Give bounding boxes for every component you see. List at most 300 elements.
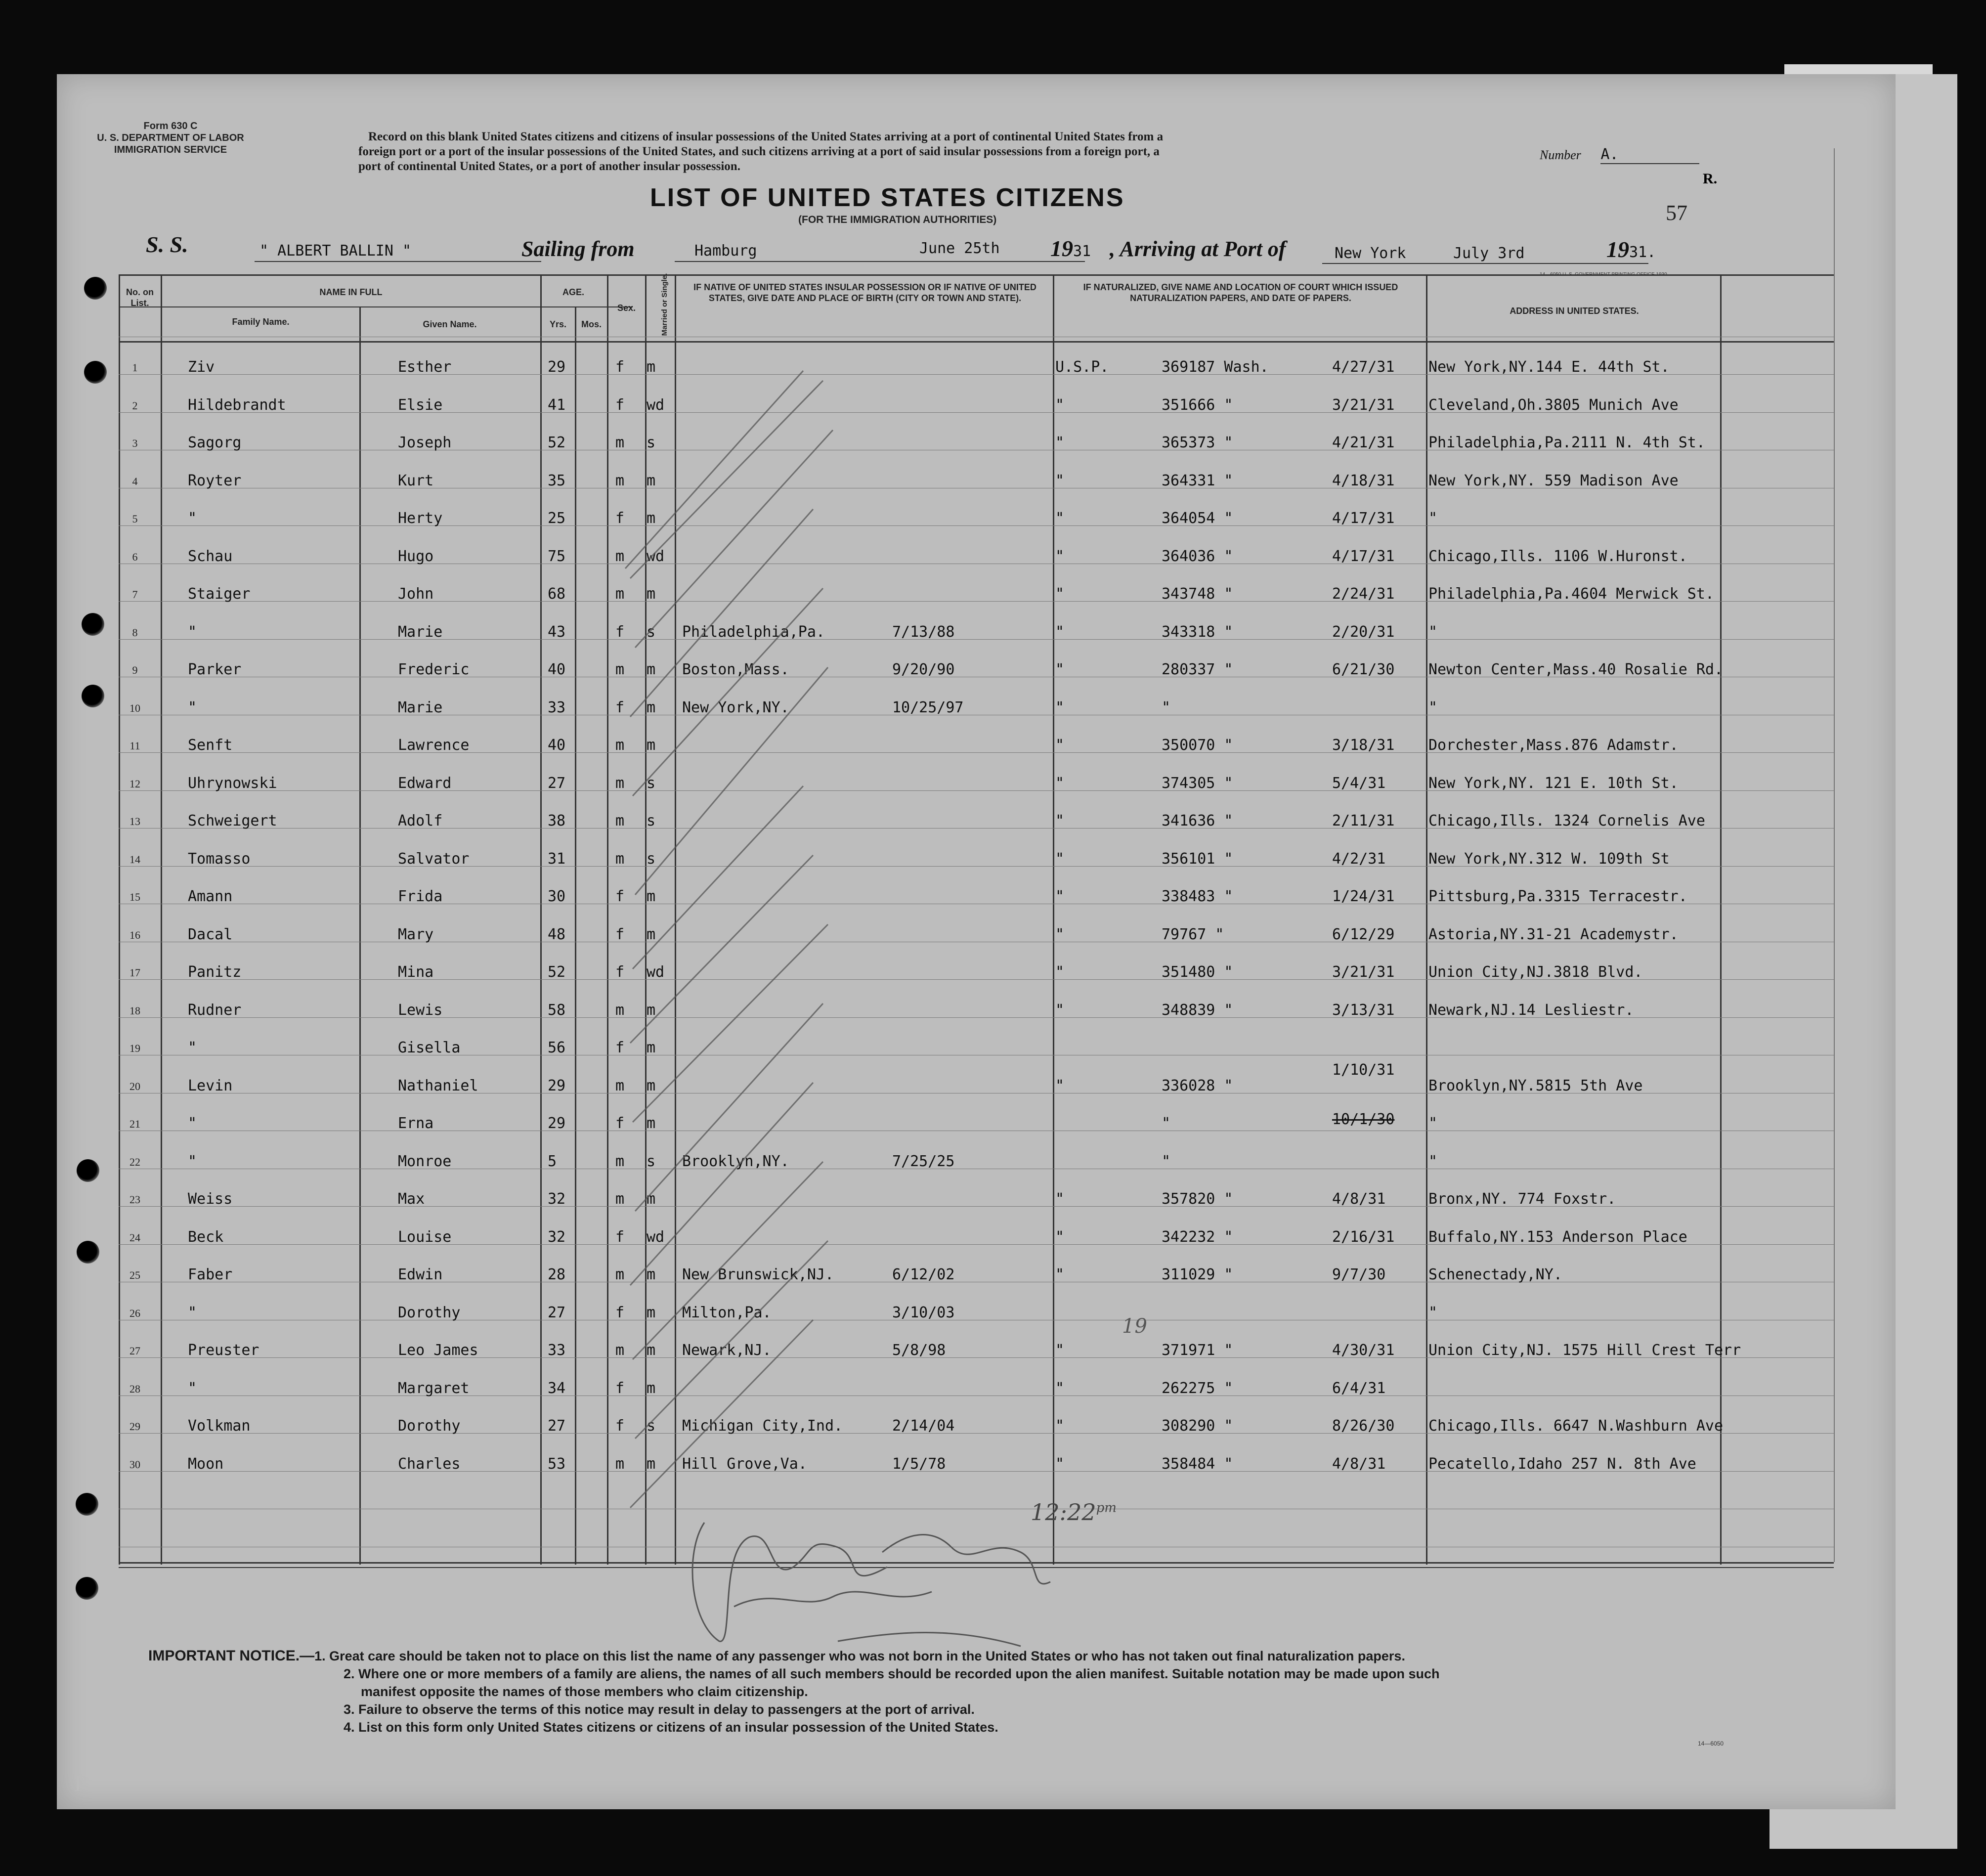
port-to-underline (1322, 263, 1648, 264)
cell-ms: s (647, 1152, 656, 1170)
signature-time-value: 12:22 (1031, 1499, 1096, 1526)
cell-ms: m (647, 698, 656, 716)
notice-item: 2. Where one or more members of a family are aliens, the names of all such members should be recorded upon the alien manifest. Suitable notation may be made upon such (344, 1666, 1440, 1681)
col-header-family: Family Name. (232, 317, 290, 327)
cell-birth-place: New York,NY. (682, 698, 789, 716)
cell-sex: m (615, 1190, 625, 1208)
cell-sex: m (615, 1077, 625, 1094)
cell-sex: m (615, 812, 625, 829)
cell-court: " (1055, 774, 1065, 792)
cell-family: Panitz (188, 963, 242, 981)
cell-no: 14 (130, 853, 140, 866)
cell-sex: f (615, 1379, 625, 1397)
cell-ms: m (647, 1077, 656, 1094)
cell-ms: m (647, 925, 656, 943)
punch-hole (82, 613, 104, 636)
header-bottom-border (119, 341, 1834, 343)
cell-family: Royter (188, 472, 242, 489)
cell-no: 23 (130, 1193, 140, 1206)
cell-sex: m (615, 1001, 625, 1019)
cell-ms: m (647, 737, 656, 754)
list-title: LIST OF UNITED STATES CITIZENS (650, 183, 1125, 212)
cell-paper: 351480 " (1162, 963, 1233, 981)
cell-family: " (188, 1152, 197, 1170)
right-margin-line (1834, 148, 1835, 1562)
cell-no: 16 (130, 928, 140, 941)
arriving-label: , Arriving at Port of (1110, 237, 1286, 261)
cell-sex: f (615, 358, 625, 376)
cell-ms: m (647, 585, 656, 603)
cell-birth-place: Hill Grove,Va. (682, 1455, 807, 1473)
cell-given: Mary (398, 925, 434, 943)
cell-paper-date: 4/30/31 (1332, 1342, 1395, 1359)
cell-given: Nathaniel (398, 1077, 478, 1094)
row-rule (119, 639, 1834, 640)
cell-paper-date: 4/27/31 (1332, 358, 1395, 376)
cell-ms: wd (647, 963, 665, 981)
cell-family: Schweigert (188, 812, 277, 829)
cell-family: " (188, 510, 197, 527)
important-notice (148, 1647, 1779, 1736)
cell-given: Elsie (398, 396, 443, 414)
cell-address: Union City,NJ.3818 Blvd. (1428, 963, 1643, 981)
cell-ms: m (647, 472, 656, 489)
cell-ms: m (647, 1455, 656, 1473)
cell-age: 41 (548, 396, 566, 414)
cell-court: " (1055, 1190, 1065, 1208)
cell-court: " (1055, 396, 1065, 414)
cell-court: " (1055, 1077, 1065, 1094)
cell-birth-place: Milton,Pa. (682, 1304, 772, 1321)
col-line (1720, 274, 1722, 1565)
cell-ms: wd (647, 396, 665, 414)
cell-sex: m (615, 661, 625, 678)
cell-birth-place: New Brunswick,NJ. (682, 1266, 834, 1283)
year-2-suffix: 31. (1629, 244, 1656, 261)
cell-age: 40 (548, 737, 566, 754)
row-rule (119, 525, 1834, 526)
cell-paper: 343318 " (1162, 623, 1233, 641)
cell-age: 34 (548, 1379, 566, 1397)
cell-paper-date: 1/24/31 (1332, 888, 1395, 905)
cell-paper: 343748 " (1162, 585, 1233, 603)
cell-birth-date: 1/5/78 (892, 1455, 946, 1473)
cell-paper: 338483 " (1162, 888, 1233, 905)
cell-address: " (1428, 1152, 1438, 1170)
cell-family: " (188, 623, 197, 641)
cell-given: Marie (398, 623, 443, 641)
cell-age: 48 (548, 925, 566, 943)
cell-ms: m (647, 1039, 656, 1056)
cell-family: Levin (188, 1077, 233, 1094)
cell-family: Hildebrandt (188, 396, 286, 414)
cell-no: 26 (130, 1307, 140, 1319)
cell-given: Gisella (398, 1039, 461, 1056)
cell-paper-date: 4/2/31 (1332, 850, 1386, 868)
cell-birth-date: 2/14/04 (892, 1417, 955, 1435)
cell-age: 52 (548, 434, 566, 451)
cell-sex: m (615, 1342, 625, 1359)
cell-address: Bronx,NY. 774 Foxstr. (1428, 1190, 1616, 1208)
cell-address: Schenectady,NY. (1428, 1266, 1562, 1283)
cell-paper-date: 9/7/30 (1332, 1266, 1386, 1283)
manifest-page (57, 74, 1896, 1809)
ship-name: " ALBERT BALLIN " (259, 242, 412, 260)
cell-given: Lawrence (398, 737, 470, 754)
cell-age: 52 (548, 963, 566, 981)
cell-ms: s (647, 623, 656, 641)
cell-court: " (1055, 812, 1065, 829)
punch-hole (77, 1241, 99, 1264)
notice-line-1 (148, 1647, 1779, 1665)
cell-age: 29 (548, 1077, 566, 1094)
cell-sex: m (615, 1266, 625, 1283)
cell-given: Edwin (398, 1266, 443, 1283)
cell-birth-date: 7/13/88 (892, 623, 955, 641)
cell-address: " (1428, 1304, 1438, 1321)
cell-paper-date: 4/21/31 (1332, 434, 1395, 451)
cell-birth-date: 5/8/98 (892, 1342, 946, 1359)
cell-address: Philadelphia,Pa.2111 N. 4th St. (1428, 434, 1705, 451)
number-value: A. (1600, 146, 1699, 164)
cell-family: " (188, 1039, 197, 1056)
cell-family: " (188, 1304, 197, 1321)
cell-address: New York,NY. 559 Madison Ave (1428, 472, 1679, 489)
notice-lead: IMPORTANT NOTICE.— (148, 1648, 315, 1664)
cell-paper-date: 6/12/29 (1332, 925, 1395, 943)
cell-sex: f (615, 963, 625, 981)
cell-given: Lewis (398, 1001, 443, 1019)
cell-paper: 374305 " (1162, 774, 1233, 792)
col-line (540, 274, 542, 1565)
cell-sex: f (615, 1417, 625, 1435)
cell-no: 18 (130, 1004, 140, 1017)
cell-no: 11 (130, 740, 140, 752)
cell-ms: m (647, 1001, 656, 1019)
cell-paper-date: 2/11/31 (1332, 812, 1395, 829)
cell-age: 27 (548, 1304, 566, 1321)
cell-court: " (1055, 1266, 1065, 1283)
number-label: Number (1540, 148, 1581, 162)
cell-ms: m (647, 1379, 656, 1397)
cell-ms: wd (647, 1228, 665, 1246)
struck-date: 10/1/30 (1332, 1111, 1395, 1128)
cell-paper-date: 4/8/31 (1332, 1455, 1386, 1473)
cell-sex: f (615, 510, 625, 527)
cell-paper-date: 6/21/30 (1332, 661, 1395, 678)
cell-age: 27 (548, 774, 566, 792)
cell-sex: m (615, 1152, 625, 1170)
cell-age: 35 (548, 472, 566, 489)
col-header-native: IF NATIVE OF UNITED STATES INSULAR POSSESSION OR IF NATIVE OF UNITED STATES, GIVE DATE AND PLACE OF BIRTH (CITY OR TOWN AND STATE). (693, 282, 1036, 303)
cell-given: Adolf (398, 812, 443, 829)
cell-family: Staiger (188, 585, 251, 603)
cell-sex: m (615, 585, 625, 603)
intro-line: port of continental United States, or a port of another insular possession. (358, 160, 740, 173)
cell-ms: m (647, 661, 656, 678)
cell-paper-date: 8/26/30 (1332, 1417, 1395, 1435)
cell-sex: m (615, 737, 625, 754)
cell-ms: m (647, 1304, 656, 1321)
cell-no: 13 (130, 815, 140, 828)
signature-time (1031, 1499, 1117, 1526)
cell-paper-date: 3/21/31 (1332, 963, 1395, 981)
notice-item: 4. List on this form only United States citizens or citizens of an insular possession of the United States. (344, 1720, 998, 1735)
cell-sex: m (615, 1455, 625, 1473)
cell-family: " (188, 1379, 197, 1397)
sailing-from-label: Sailing from (521, 237, 635, 261)
cell-no: 24 (130, 1231, 140, 1244)
cell-family: Volkman (188, 1417, 251, 1435)
cell-family: " (188, 698, 197, 716)
cell-no: 21 (130, 1118, 140, 1130)
cell-paper: 308290 " (1162, 1417, 1233, 1435)
col-header-sex: Sex. (617, 303, 636, 313)
cell-given: Edward (398, 774, 452, 792)
cell-address: New York,NY.312 W. 109th St (1428, 850, 1670, 868)
cell-ms: m (647, 1342, 656, 1359)
annotation-19: 19 (1122, 1315, 1147, 1338)
cell-address: Cleveland,Oh.3805 Munich Ave (1428, 396, 1679, 414)
cell-paper: 364054 " (1162, 510, 1233, 527)
cell-given: John (398, 585, 434, 603)
cell-family: Dacal (188, 925, 233, 943)
cell-birth-place: Newark,NJ. (682, 1342, 772, 1359)
cell-given: Charles (398, 1455, 461, 1473)
col-line (161, 274, 162, 1565)
cell-court: " (1055, 1001, 1065, 1019)
cell-court: " (1055, 661, 1065, 678)
cell-sex: m (615, 774, 625, 792)
table-top-border (119, 274, 1834, 276)
cell-paper-date: 4/18/31 (1332, 472, 1395, 489)
cell-family: Moon (188, 1455, 224, 1473)
punch-hole (76, 1493, 98, 1516)
cell-birth-date: 3/10/03 (892, 1304, 955, 1321)
cell-paper-date: 2/16/31 (1332, 1228, 1395, 1246)
cell-age: 28 (548, 1266, 566, 1283)
cell-age: 43 (548, 623, 566, 641)
cell-given: Leo James (398, 1342, 478, 1359)
cell-age: 5 (548, 1152, 557, 1170)
cell-address: New York,NY. 121 E. 10th St. (1428, 774, 1679, 792)
cell-given: Monroe (398, 1152, 452, 1170)
cell-court: " (1055, 963, 1065, 981)
cell-address: Brooklyn,NY.5815 5th Ave (1428, 1077, 1643, 1094)
cell-sex: f (615, 1228, 625, 1246)
cell-no: 3 (132, 437, 138, 449)
cell-court: " (1055, 698, 1065, 716)
cell-age: 38 (548, 812, 566, 829)
cell-age: 40 (548, 661, 566, 678)
cell-family: Weiss (188, 1190, 233, 1208)
page-number: 57 (1666, 201, 1687, 225)
year-1-prefix: 19 (1050, 236, 1073, 261)
cell-sex: f (615, 623, 625, 641)
cell-address: Chicago,Ills. 1324 Cornelis Ave (1428, 812, 1705, 829)
cell-court: " (1055, 850, 1065, 868)
cell-no: 30 (130, 1458, 140, 1471)
cell-age: 27 (548, 1417, 566, 1435)
cell-no: 12 (130, 777, 140, 790)
cell-age: 30 (548, 888, 566, 905)
cell-given: Louise (398, 1228, 452, 1246)
cell-ms: s (647, 850, 656, 868)
col-line (1426, 274, 1427, 1565)
cell-sex: f (615, 396, 625, 414)
col-line (575, 306, 576, 1565)
cell-paper: 356101 " (1162, 850, 1233, 868)
number-field (1540, 146, 1699, 164)
cell-paper: 336028 " (1162, 1077, 1233, 1094)
col-header-yrs: Yrs. (549, 319, 567, 329)
cell-address: Pecatello,Idaho 257 N. 8th Ave (1428, 1455, 1696, 1473)
cell-paper: 79767 " (1162, 925, 1224, 943)
cell-family: Uhrynowski (188, 774, 277, 792)
intro-line: foreign port or a port of the insular possessions of the United States, and such citizens arriving at a port of said insular possessions from a foreign port, a (358, 145, 1160, 158)
cell-address: Newton Center,Mass.40 Rosalie Rd. (1428, 661, 1724, 678)
cell-birth-date: 9/20/90 (892, 661, 955, 678)
cell-paper: 348839 " (1162, 1001, 1233, 1019)
cell-paper-date: 6/4/31 (1332, 1379, 1386, 1397)
service: IMMIGRATION SERVICE (114, 144, 227, 155)
cell-age: 31 (548, 850, 566, 868)
cell-address: Dorchester,Mass.876 Adamstr. (1428, 737, 1679, 754)
cell-no: 10 (130, 701, 140, 714)
year-1 (1050, 235, 1091, 262)
cell-given: Erna (398, 1115, 434, 1132)
cell-paper: 262275 " (1162, 1379, 1233, 1397)
cell-age: 33 (548, 1342, 566, 1359)
cell-family: " (188, 1115, 197, 1132)
list-subtitle: (FOR THE IMMIGRATION AUTHORITIES) (798, 214, 997, 225)
ss-label: S. S. (146, 232, 188, 257)
cell-paper: 358484 " (1162, 1455, 1233, 1473)
cell-given: Salvator (398, 850, 470, 868)
cell-birth-date: 7/25/25 (892, 1152, 955, 1170)
cell-birth-place: Boston,Mass. (682, 661, 789, 678)
cell-paper-date: 3/21/31 (1332, 396, 1395, 414)
cell-age: 33 (548, 698, 566, 716)
cell-birth-date: 6/12/02 (892, 1266, 955, 1283)
cell-paper: 371971 " (1162, 1342, 1233, 1359)
cell-family: Sagorg (188, 434, 242, 451)
cell-paper: 351666 " (1162, 396, 1233, 414)
cell-family: Preuster (188, 1342, 259, 1359)
punch-hole (84, 277, 107, 300)
cell-ms: wd (647, 547, 665, 565)
cell-address: Chicago,Ills. 6647 N.Washburn Ave (1428, 1417, 1724, 1435)
notice-item: manifest opposite the names of those members who claim citizenship. (361, 1684, 808, 1699)
cell-address: Buffalo,NY.153 Anderson Place (1428, 1228, 1687, 1246)
cell-paper-date: 2/24/31 (1332, 585, 1395, 603)
cell-age: 29 (548, 1115, 566, 1132)
year-2 (1606, 236, 1656, 262)
cell-court: " (1055, 623, 1065, 641)
intro-text (358, 130, 1530, 174)
col-header-given: Given Name. (423, 319, 477, 329)
cell-family: Senft (188, 737, 233, 754)
punch-hole (77, 1159, 99, 1182)
cell-no: 27 (130, 1345, 140, 1357)
year-2-prefix: 19 (1606, 237, 1629, 262)
cell-paper: 342232 " (1162, 1228, 1233, 1246)
ship-underline (255, 261, 541, 262)
cell-court: " (1055, 585, 1065, 603)
cell-no: 2 (132, 399, 138, 412)
cell-paper: 357820 " (1162, 1190, 1233, 1208)
intro-line: Record on this blank United States citizens and citizens of insular possessions of the United States arriving at a port of continental United States from a (368, 130, 1164, 143)
col-line (359, 306, 361, 1565)
cell-ms: s (647, 1417, 656, 1435)
cell-no: 8 (132, 626, 138, 639)
cell-no: 15 (130, 891, 140, 903)
cell-family: Tomasso (188, 850, 251, 868)
cell-no: 22 (130, 1155, 140, 1168)
year-1-suffix: 31 (1073, 243, 1091, 260)
cell-birth-date: 10/25/97 (892, 698, 964, 716)
cell-paper-date: 3/13/31 (1332, 1001, 1395, 1019)
cell-address: Newark,NJ.14 Lesliestr. (1428, 1001, 1634, 1019)
notice-item: 3. Failure to observe the terms of this notice may result in delay to passengers at the port of arrival. (344, 1702, 975, 1717)
cell-court: " (1055, 1417, 1065, 1435)
punch-hole (82, 685, 104, 707)
cell-sex: m (615, 547, 625, 565)
cell-given: Esther (398, 358, 452, 376)
cell-no: 29 (130, 1420, 140, 1433)
cell-paper: " (1162, 1152, 1171, 1170)
cell-given: Mina (398, 963, 434, 981)
cell-court: " (1055, 1228, 1065, 1246)
cell-court: " (1055, 434, 1065, 451)
cell-no: 1 (132, 361, 138, 374)
corner-mark: P (74, 1770, 87, 1796)
cell-age: 53 (548, 1455, 566, 1473)
port-from: Hamburg (694, 242, 757, 260)
cell-address: " (1428, 1115, 1438, 1132)
cell-paper: 280337 " (1162, 661, 1233, 678)
cell-sex: f (615, 925, 625, 943)
cell-given: Frederic (398, 661, 470, 678)
date-from: June 25th (919, 240, 1000, 257)
cell-paper-date: 2/20/31 (1332, 623, 1395, 641)
cell-sex: f (615, 1039, 625, 1056)
cell-court: U.S.P. (1055, 358, 1109, 376)
cell-sex: f (615, 888, 625, 905)
pencil-check-marks (615, 351, 887, 1587)
cell-no: 19 (130, 1042, 140, 1054)
cell-ms: m (647, 510, 656, 527)
cell-given: Joseph (398, 434, 452, 451)
name-age-subheader-line (119, 306, 633, 307)
cell-paper: 350070 " (1162, 737, 1233, 754)
cell-age: 25 (548, 510, 566, 527)
cell-ms: m (647, 888, 656, 905)
cell-sex: f (615, 1304, 625, 1321)
cell-sex: m (615, 850, 625, 868)
r-mark: R. (1703, 171, 1718, 187)
cell-sex: f (615, 698, 625, 716)
cell-family: Beck (188, 1228, 224, 1246)
cell-paper-date: 4/8/31 (1332, 1190, 1386, 1208)
cell-address: " (1428, 698, 1438, 716)
col-header-mos: Mos. (581, 319, 602, 329)
col-header-address: ADDRESS IN UNITED STATES. (1510, 306, 1639, 316)
col-header-no: No. on List. (126, 287, 154, 308)
cell-paper: " (1162, 1115, 1171, 1132)
cell-paper: " (1162, 698, 1171, 716)
cell-age: 75 (548, 547, 566, 565)
